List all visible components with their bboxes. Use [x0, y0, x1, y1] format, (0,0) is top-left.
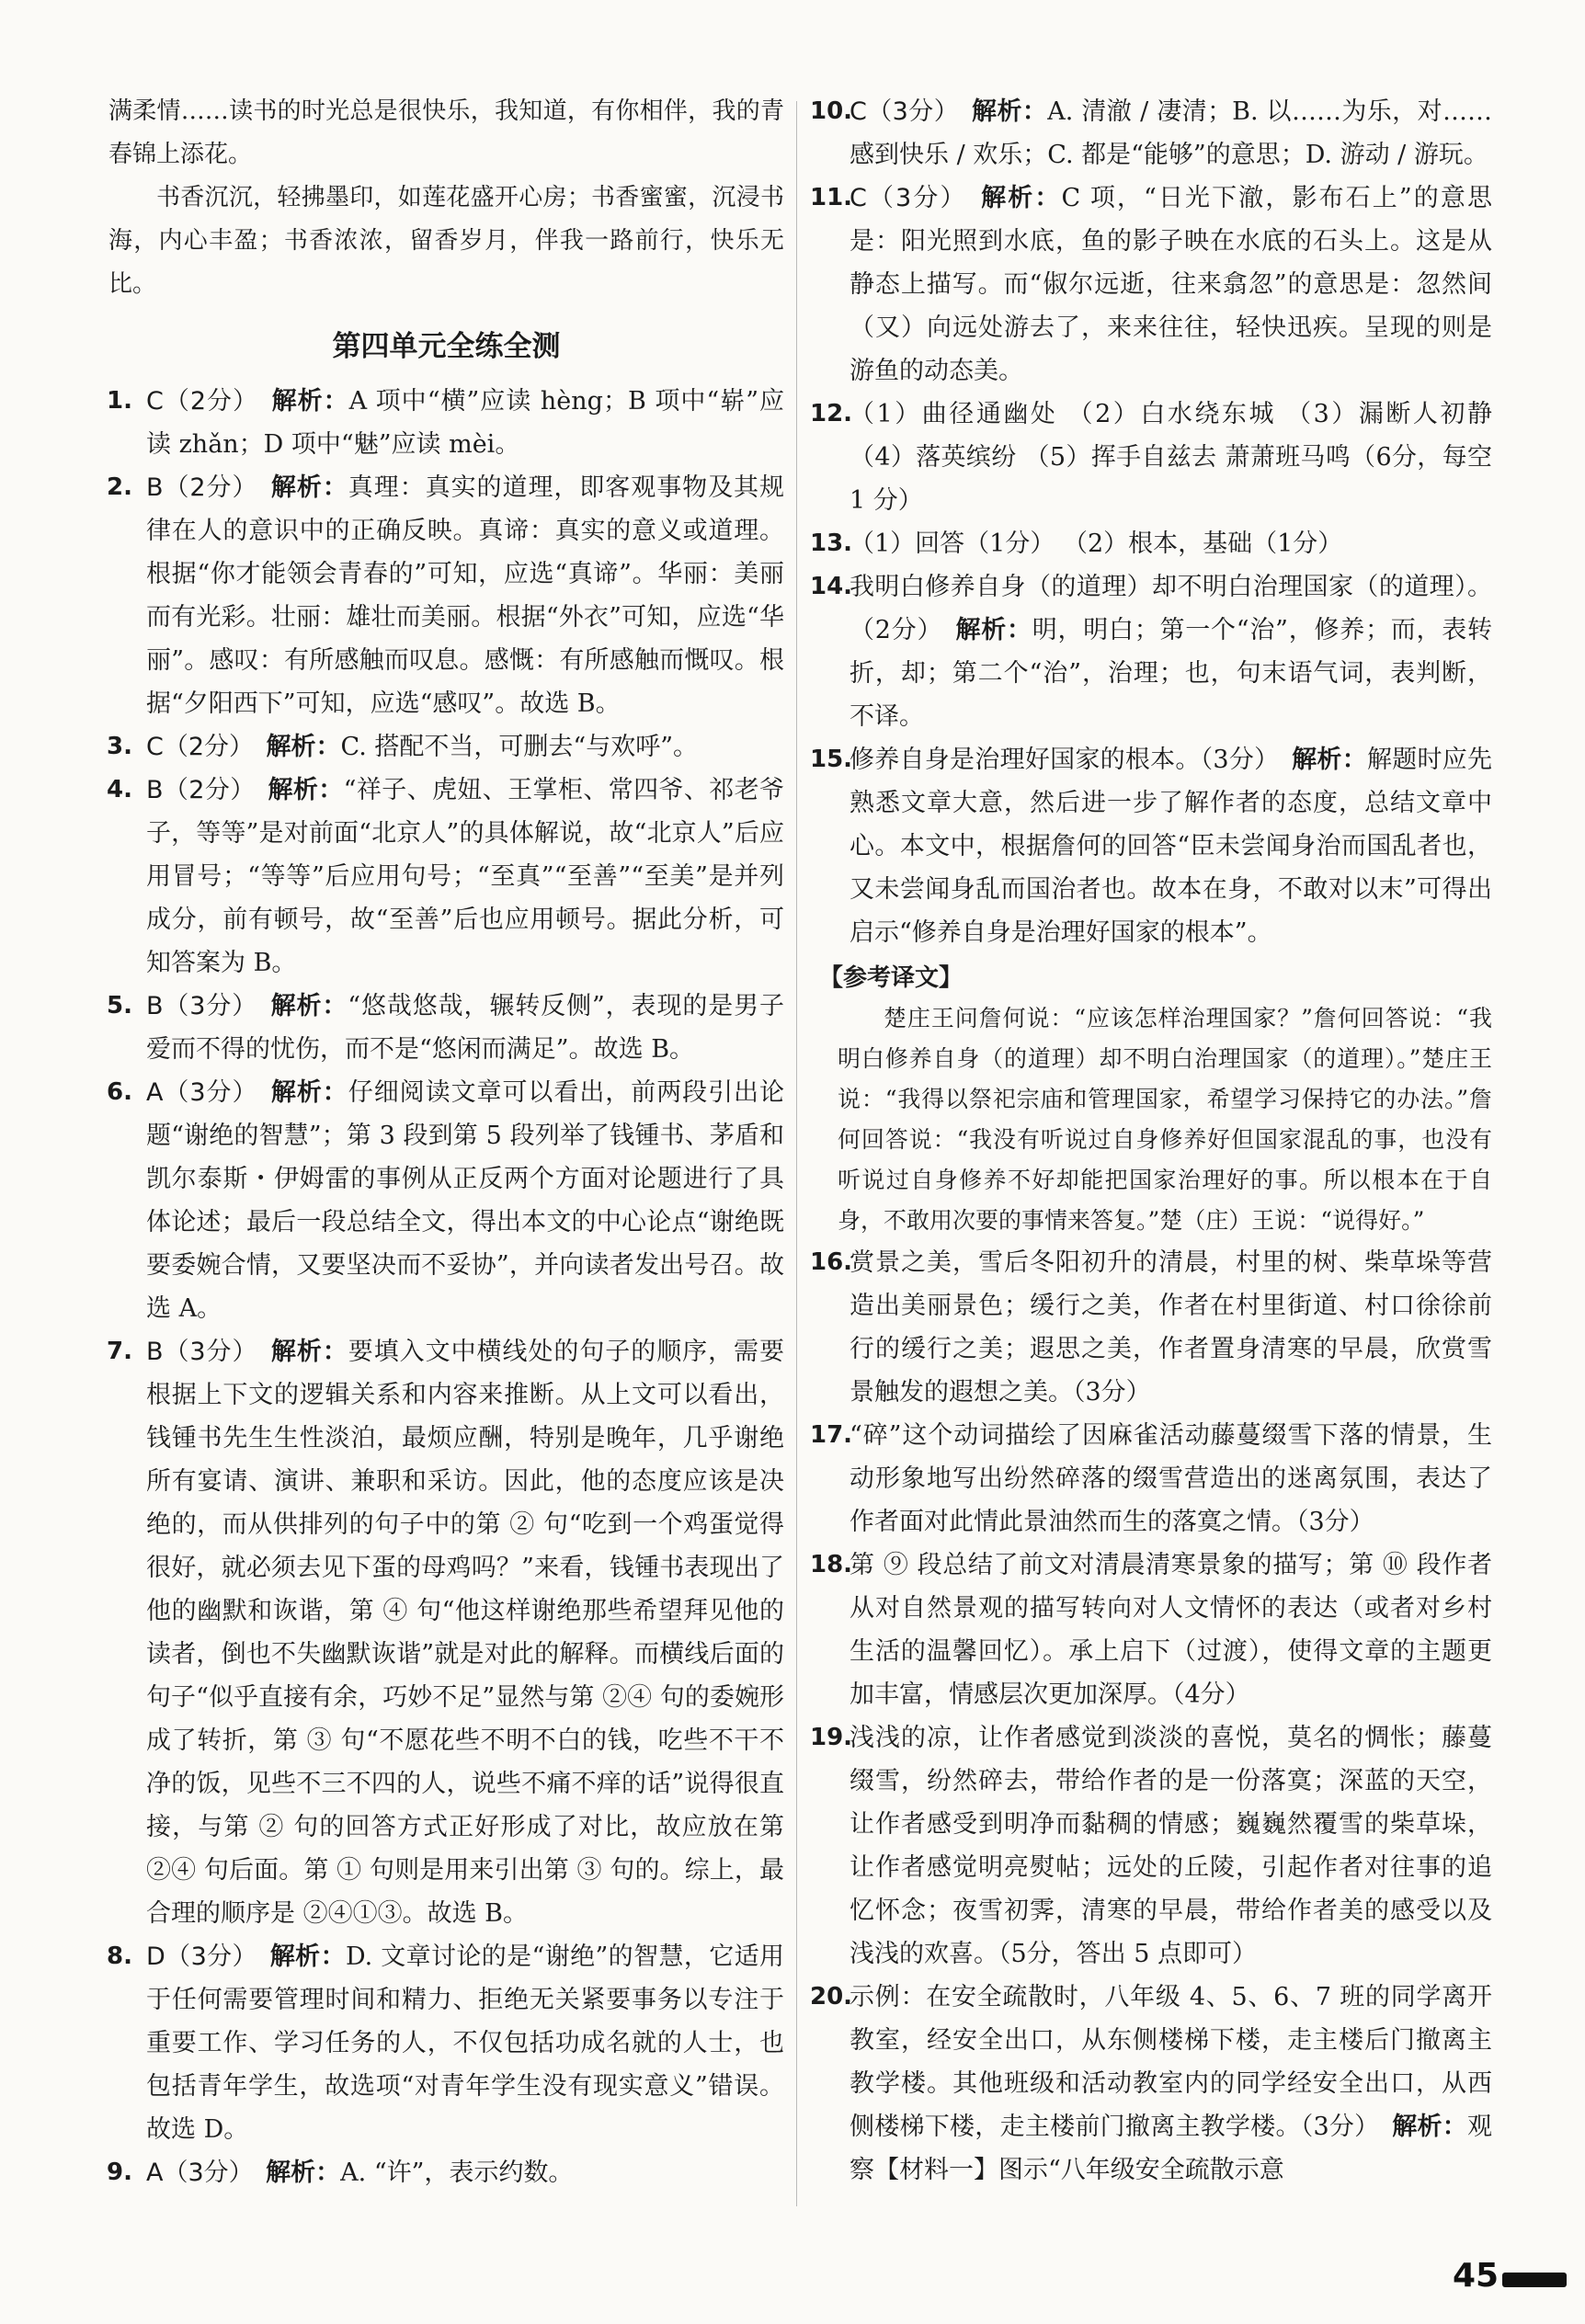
section-title: 第四单元全练全测	[332, 330, 561, 363]
item-answer: B（3分）	[146, 1338, 258, 1366]
item-text: A 项中“横”应读 hèng；B 项中“崭”应读 zhǎn；D 项中“魅”应读 mèi。	[146, 387, 785, 459]
item-analysis-label: 解析：	[269, 1078, 348, 1107]
essay-paragraph-1: 满柔情……读书的时光总是很快乐，我知道，有你相伴，我的青春锦上添花。	[108, 97, 784, 168]
answer-item	[812, 1544, 1492, 1716]
reference-translation	[812, 958, 1492, 1241]
item-number: 8.	[107, 1942, 132, 1970]
item-answer: C（2分）	[146, 733, 255, 761]
item-analysis-label: 解析：	[269, 1942, 346, 1971]
item-text: 真理：真实的道理，即客观事物及其规律在人的意识中的正确反映。真谛：真实的意义或道理。根据“你才能领会青春的”可知，应选“真谛”。华丽：美丽而有光彩。壮丽：雄壮而美丽。根据“外衣”可知，应选“华丽”。感叹：有所感触而叹息。感慨：有所感触而慨叹。根据“夕阳西下”可知，应选“感叹”。故选 B。	[146, 473, 785, 718]
item-text: C 项，“日光下澈，影布石上”的意思是：阳光照到水底，鱼的影子映在水底的石头上。这是从静态上描写。而“俶尔远逝，往来翕忽”的意思是：忽然间（又）向远处游去了，来来往往，轻快迅疾。呈现的则是游鱼的动态美。	[850, 184, 1493, 385]
essay-fragment	[108, 90, 784, 306]
item-analysis-label: 解析：	[1391, 2113, 1468, 2141]
item-number: 19.	[810, 1724, 853, 1751]
item-text: 第 ⑨ 段总结了前文对清晨清寒景象的描写；第 ⑩ 段作者从对自然景观的描写转向对人文情怀的表达（或者对乡村生活的温馨回忆）。承上启下（过渡），使得文章的主题更加丰富，情感层次更加深厚。（4分）	[850, 1551, 1492, 1709]
item-number: 12.	[810, 400, 853, 427]
item-analysis-label: 解析：	[954, 616, 1032, 644]
item-text: 仔细阅读文章可以看出，前两段引出论题“谢绝的智慧”；第 3 段到第 5 段列举了钱锺书、茅盾和凯尔泰斯・伊姆雷的事例从正反两个方面对论题进行了具体论述；最后一段总结全文，得出本文的中心论点“谢绝既要委婉合情，又要坚决而不妥协”，并向读者发出号召。故选 A。	[146, 1078, 785, 1323]
item-analysis-label: 解析：	[269, 473, 348, 502]
item-analysis-label: 解析：	[1291, 746, 1367, 774]
item-answer: C（2分）	[146, 387, 259, 416]
item-number: 4.	[107, 776, 132, 803]
item-answer: B（2分）	[146, 776, 256, 804]
item-number: 13.	[810, 530, 853, 557]
answer-item	[812, 1414, 1492, 1544]
item-text: 要填入文中横线处的句子的顺序，需要根据上下文的逻辑关系和内容来推断。从上文可以看出，钱锺书先生生性淡泊，最烦应酬，特别是晚年，几乎谢绝所有宴请、演讲、兼职和采访。因此，他的态度应该是决绝的，而从供排列的句子中的第 ② 句“吃到一个鸡蛋觉得很好，就必须去见下蛋的母鸡吗？”来看，钱锺书表现出了他的幽默和诙谐，第 ④ 句“他这样谢绝那些希望拜见他的读者，倒也不失幽默诙谐”就是对此的解释。而横线后面的句子“似乎直接有余，巧妙不足”显然与第 ②④ 句的委婉形成了转折，第 ③ 句“不愿花些不明不白的钱，吃些不干不净的饭，见些不三不四的人，说些不痛不痒的话”说得很直接，与第 ② 句的回答方式正好形成了对比，故应放在第 ②④ 句后面。第 ① 句则是用来引出第 ③ 句的。综上，最合理的顺序是 ②④①③。故选 B。	[146, 1338, 785, 1928]
item-number: 16.	[810, 1248, 853, 1276]
item-analysis-label: 解析：	[266, 2159, 341, 2187]
item-number: 5.	[107, 992, 132, 1020]
item-text: 浅浅的凉，让作者感觉到淡淡的喜悦，莫名的惆怅；藤蔓缀雪，纷然碎去，带给作者的是一份落寞；深蓝的天空，让作者感受到明净而黏稠的情感；巍巍然覆雪的柴草垛，让作者感觉明亮熨帖；远处的丘陵，引起作者对往事的追忆怀念；夜雪初霁，清寒的早晨，带给作者美的感受以及浅浅的欢喜。（5分，答出 5 点即可）	[850, 1724, 1492, 1968]
answer-item	[812, 1976, 1492, 2192]
item-text: A. “许”，表示约数。	[340, 2159, 574, 2187]
item-answer-text: 我明白修养自身（的道理）却不明白治理国家（的道理）。（2分）	[850, 573, 1492, 644]
item-text: “碎”这个动词描绘了因麻雀活动藤蔓缀雪下落的情景，生动形象地写出纷然碎落的缀雪营造出的迷离氛围，表达了作者面对此情此景油然而生的落寞之情。（3分）	[850, 1421, 1492, 1536]
item-text: C. 搭配不当，可删去“与欢呼”。	[340, 733, 698, 761]
answer-list-right-bottom	[812, 1241, 1492, 2192]
item-answer: C（3分）	[850, 184, 967, 212]
item-number: 18.	[810, 1551, 853, 1578]
answer-item	[108, 985, 784, 1071]
answer-item	[108, 2151, 784, 2194]
item-analysis-label: 解析：	[270, 387, 349, 416]
answer-item	[812, 1241, 1492, 1414]
item-text: （1）曲径通幽处 （2）白水绕东城 （3）漏断人初静 （4）落英缤纷 （5）挥手自兹去 萧萧班马鸣（6分，每空 1 分）	[850, 400, 1492, 515]
answer-item	[812, 393, 1492, 522]
item-answer: D（3分）	[146, 1942, 257, 1971]
item-text: 解题时应先熟悉文章大意，然后进一步了解作者的态度，总结文章中心。本文中，根据詹何的回答“臣未尝闻身治而国乱者也，又未尝闻身乱而国治者也。故本在身，不敢对以末”可得出启示“修养自身是治理好国家的根本”。	[850, 746, 1493, 947]
item-answer: B（3分）	[146, 992, 258, 1020]
item-analysis-label: 解析：	[269, 992, 348, 1020]
item-text: 赏景之美，雪后冬阳初升的清晨，村里的树、柴草垛等营造出美丽景色；缓行之美，作者在村里街道、村口徐徐前行的缓行之美；遐思之美，作者置身清寒的早晨，欣赏雪景触发的遐想之美。（3分）	[850, 1248, 1492, 1407]
left-column	[108, 90, 784, 2194]
answer-item	[108, 1935, 784, 2151]
reference-text: 楚庄王问詹何说：“应该怎样治理国家？”詹何回答说：“我明白修养自身（的道理）却不明白治理国家（的道理）。”楚庄王说：“我得以祭祀宗庙和管理国家，希望学习保持它的办法。”詹何回答说：“我没有听说过自身修养好但国家混乱的事，也没有听说过自身修养不好却能把国家治理好的事。所以根本在于自身，不敢用次要的事情来答复。”楚（庄）王说：“说得好。”	[838, 1005, 1492, 1234]
item-text: （1）回答（1分） （2）根本，基础（1分）	[850, 530, 1343, 558]
item-text: 观察【材料一】图示“八年级安全疏散示意	[850, 2113, 1493, 2184]
essay-paragraph-2: 书香沉沉，轻拂墨印，如莲花盛开心房；书香蜜蜜，沉浸书海，内心丰盈；书香浓浓，留香岁月，伴我一路前行，快乐无比。	[108, 184, 784, 298]
item-number: 14.	[810, 573, 853, 600]
item-number: 3.	[107, 733, 132, 760]
right-column	[812, 90, 1492, 2192]
answer-item	[812, 522, 1492, 565]
item-number: 9.	[107, 2159, 132, 2186]
answer-item	[108, 466, 784, 725]
item-number: 7.	[107, 1338, 132, 1365]
answer-item	[812, 738, 1492, 954]
item-number: 10.	[810, 97, 853, 125]
column-divider	[796, 101, 797, 2206]
answer-item	[108, 1330, 784, 1935]
answer-item	[812, 565, 1492, 738]
item-number: 17.	[810, 1421, 853, 1449]
answer-item	[108, 1071, 784, 1330]
item-number: 20.	[810, 1983, 853, 2011]
item-text: D. 文章讨论的是“谢绝”的智慧，它适用于任何需要管理时间和精力、拒绝无关紧要事务以专注于重要工作、学习任务的人，不仅包括功成名就的人士，也包括青年学生，故选项“对青年学生没有现实意义”错误。故选 D。	[146, 1942, 785, 2144]
reference-title: 【参考译文】	[819, 964, 964, 992]
item-number: 15.	[810, 746, 853, 773]
item-analysis-label: 解析：	[269, 1338, 348, 1366]
item-answer-text: 示例：在安全疏散时，八年级 4、5、6、7 班的同学离开教室，经安全出口，从东侧楼梯下楼，走主楼后门撤离主教学楼。其他班级和活动教室内的同学经安全出口，从西侧楼梯下楼，走主楼前门撤离主教学楼。（3分）	[850, 1983, 1492, 2141]
item-answer: C（3分）	[850, 97, 960, 126]
answer-item	[812, 90, 1492, 177]
item-analysis-label: 解析：	[268, 776, 344, 804]
answer-item	[812, 177, 1492, 393]
item-number: 1.	[107, 387, 132, 415]
item-answer: B（2分）	[146, 473, 258, 502]
item-number: 2.	[107, 473, 132, 501]
item-number: 11.	[810, 184, 853, 211]
item-analysis-label: 解析：	[971, 97, 1048, 126]
item-answer: A（3分）	[146, 1078, 258, 1107]
item-answer-text: 修养自身是治理好国家的根本。（3分）	[850, 746, 1280, 774]
item-number: 6.	[107, 1078, 132, 1106]
answer-list-right-top	[812, 90, 1492, 954]
answer-item	[108, 380, 784, 466]
item-analysis-label: 解析：	[266, 733, 341, 761]
answer-list-left	[108, 380, 784, 2194]
item-answer: A（3分）	[146, 2159, 254, 2187]
item-text: “祥子、虎妞、王掌柜、常四爷、祁老爷子，等等”是对前面“北京人”的具体解说，故“北京人”后应用冒号；“等等”后应用句号；“至真”“至善”“至美”是并列成分，前有顿号，故“至善”后也应用顿号。据此分析，可知答案为 B。	[146, 776, 785, 977]
item-text: 明，明白；第一个“治”，修养；而，表转折，却；第二个“治”，治理；也，句末语气词，表判断，不译。	[850, 616, 1492, 731]
item-text: “悠哉悠哉，辗转反侧”，表现的是男子爱而不得的忧伤，而不是“悠闲而满足”。故选 B。	[146, 992, 785, 1064]
page-number: 45	[1453, 2257, 1499, 2295]
page-number-bar	[1502, 2273, 1567, 2287]
item-text: A. 清澈 / 凄清；B. 以……为乐，对……感到快乐 / 欢乐；C. 都是“能够”的意思；D. 游动 / 游玩。	[850, 97, 1493, 169]
answer-item	[108, 725, 784, 769]
item-analysis-label: 解析：	[979, 184, 1062, 212]
answer-item	[812, 1716, 1492, 1976]
answer-item	[108, 769, 784, 985]
